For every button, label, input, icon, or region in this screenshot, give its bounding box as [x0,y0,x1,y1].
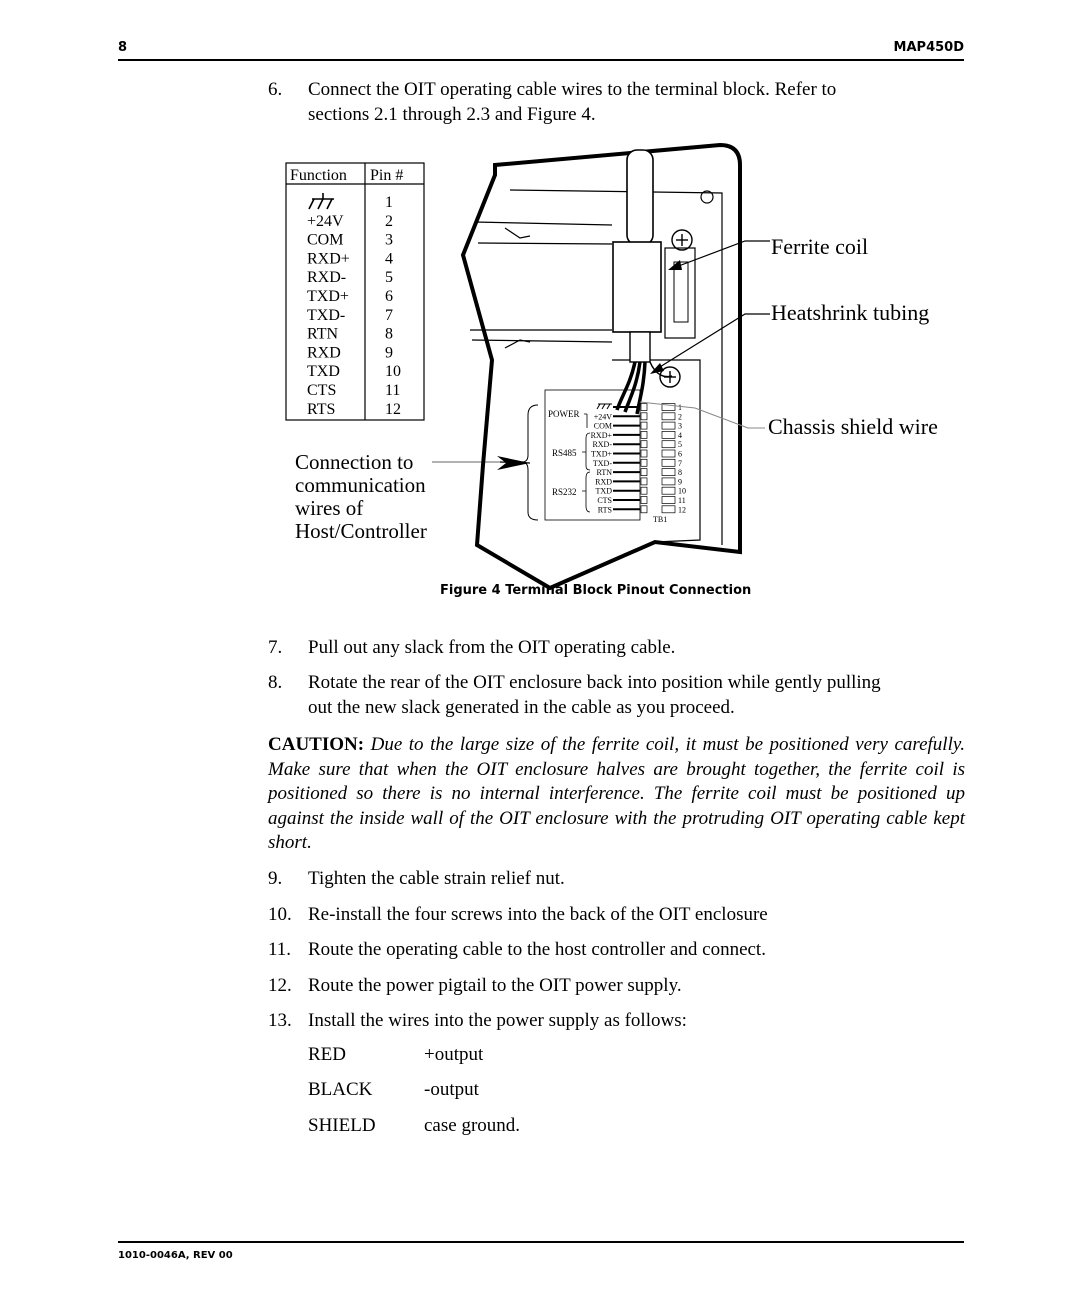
step-line: Install the wires into the power supply as follows: [308,1010,687,1031]
tb-pin-number: 6 [678,449,682,459]
tb-terminal [662,497,675,504]
step-line: Pull out any slack from the OIT operating cable. [308,637,676,658]
tb-screw-slot [641,413,647,420]
step-number: 6. [268,79,283,100]
step-line: Re-install the four screws into the back of the OIT enclosure [308,904,768,925]
table-cell-function: RXD [307,344,341,362]
table-cell-function: TXD- [307,306,346,324]
heatshrink-callout [650,300,929,374]
shield-callout [640,402,938,439]
caution-paragraph: CAUTION: Due to the large size of the ferrite coil, it must be positioned very carefully. Make sure that when the OIT enclosure halves are brought together, the ferrite coil is positioned so there is no internal interference. The ferrite coil must be positioned up against the inside wall of the OIT enclosure with the protruding OIT operating cable kept short. [268,734,965,853]
ferrite-label: Ferrite coil [771,234,869,259]
terminal-block-tb1 [548,403,686,524]
table-cell-pin: 6 [385,288,393,305]
tb-group-power: POWER [548,409,580,419]
step-line: Rotate the rear of the OIT enclosure back into position while gently pulling [308,672,881,693]
heatshrink-label: Heatshrink tubing [771,300,930,325]
footer-rule [118,1241,964,1243]
step-7 [268,635,968,660]
step-9 [268,866,968,891]
ferrite-callout [668,234,868,270]
tb-pin-number: 4 [678,430,682,440]
page-number: 8 [118,40,128,55]
tb-terminal [662,459,675,466]
tb-pin-number: 1 [678,403,682,412]
step-11 [268,937,968,962]
step-line: Tighten the cable strain relief nut. [308,868,565,889]
tb-signal-label: RXD- [592,440,612,450]
caution-text: Due to the large size of the ferrite coil, it must be positioned very carefully. Make sure that when the OIT enclosure halves are brought together, the ferrite coil is positioned so there is no internal interference. The ferrite coil must be positioned up against the inside wall of the OIT enclosure with the protruding OIT operating cable kept short. [268,734,965,853]
tb-terminal [662,469,675,476]
tb-signal-label: RTS [597,505,612,515]
table-header-function: Function [290,167,347,184]
table-cell-pin: 8 [385,325,393,343]
tb-terminal [662,506,675,513]
table-cell-pin: 12 [385,400,401,418]
table-cell-pin: 5 [385,269,393,287]
tb-screw-slot [641,441,647,448]
table-cell-function: TXD+ [307,288,349,305]
step-number: 7. [268,637,283,658]
tb-signal-label: +24V [593,412,612,422]
cable-assembly [613,150,672,414]
step-number: 12. [268,975,292,996]
table-cell-function: RXD+ [307,250,350,268]
table-cell-pin: 7 [385,306,393,324]
tb-terminal [662,450,675,457]
table-cell-pin: 2 [385,212,393,230]
tb-signal-label: RXD+ [590,430,612,440]
tb-pin-number: 12 [678,505,686,515]
tb-pin-number: 11 [678,496,686,505]
tb-terminal [662,487,675,494]
step-12 [268,973,968,998]
step-number: 9. [268,868,283,889]
tb-label: TB1 [653,515,668,524]
tb-group-rs232: RS232 [552,487,577,497]
tb-group-rs485: RS485 [552,448,577,458]
connection-line: Connection to [295,450,414,474]
table-cell-pin: 1 [385,194,393,211]
step-8 [268,670,968,720]
tb-signal-label: TXD [595,486,612,496]
tb-signal-label: COM [593,421,612,431]
tb-screw-slot [641,431,647,438]
tb-screw-slot [641,497,647,504]
tb-screw-slot [641,450,647,457]
connection-callout [295,450,530,543]
tb-screw-slot [641,422,647,429]
ferrite-coil [613,242,661,332]
oit-enclosure [463,145,740,588]
tb-pin-number: 7 [678,458,682,468]
table-header-pin: Pin # [370,167,404,184]
tb-pin-number: 2 [678,412,682,422]
tb-pin-number: 3 [678,421,682,431]
tb-pin-number: 10 [678,486,686,496]
table-cell-pin: 11 [385,382,401,399]
table-cell-function: CTS [307,382,337,399]
tb-pin-number: 5 [678,440,682,450]
tb-screw-slot [641,487,647,494]
step-line: sections 2.1 through 2.3 and Figure 4. [308,104,596,125]
wire-color: SHIELD [308,1115,376,1136]
step-number: 13. [268,1010,292,1031]
step-number: 10. [268,904,292,925]
wire-meaning: +output [424,1044,484,1065]
connection-line: communication [295,473,426,497]
tb-signal-label: RTN [596,468,612,478]
table-cell-pin: 9 [385,344,393,362]
tb-screw-slot [641,478,647,485]
step-number: 8. [268,672,283,693]
connection-line: Host/Controller [295,519,427,543]
step-line: Route the power pigtail to the OIT power supply. [308,975,682,996]
terminal-block-figure [0,0,1080,600]
wire-meaning: -output [424,1079,479,1100]
tb-screw-slot [641,506,647,513]
pinout-table [286,163,424,420]
figure-caption: Figure 4 Terminal Block Pinout Connection [440,583,752,598]
table-cell-function: TXD [307,363,340,381]
table-cell-pin: 3 [385,231,393,249]
tb-terminal [662,441,675,448]
chassis-ground-icon [597,404,612,409]
document-number: 1010-0046A, REV 00 [118,1250,233,1261]
tb-screw-slot [641,469,647,476]
table-cell-function: RTN [307,325,339,343]
wire-color: RED [308,1044,346,1065]
tb-signal-label: TXD+ [591,449,612,459]
tb-signal-label: RXD [595,477,612,487]
tb-terminal [662,431,675,438]
chassis-ground-icon [309,193,334,209]
tb-terminal [662,478,675,485]
wire-meaning: case ground. [424,1115,521,1136]
tb-screw-slot [641,404,647,411]
tb-signal-label: TXD- [592,458,612,468]
tb-terminal [662,413,675,420]
tb-terminal [662,422,675,429]
step-line: out the new slack generated in the cable as you proceed. [308,697,735,718]
tb-signal-label: CTS [597,496,612,505]
step-line: Connect the OIT operating cable wires to the terminal block. Refer to [308,79,837,100]
tb-pin-number: 9 [678,477,682,487]
table-cell-function: RTS [307,400,336,418]
wire-color: BLACK [308,1079,373,1100]
tb-screw-slot [641,459,647,466]
table-cell-function: +24V [307,212,344,230]
shield-label: Chassis shield wire [768,414,938,439]
connection-line: wires of [295,496,364,520]
step-line: Route the operating cable to the host controller and connect. [308,939,766,960]
table-cell-function: COM [307,231,344,249]
table-cell-pin: 10 [385,363,401,381]
tb-pin-number: 8 [678,468,682,478]
step-13 [268,1008,968,1033]
document-title: MAP450D [893,40,964,55]
table-cell-pin: 4 [385,250,393,268]
screw-icon [672,230,692,250]
heatshrink-tubing [630,332,650,362]
table-cell-function: RXD- [307,269,347,287]
caution-label: CAUTION [268,734,358,755]
step-number: 11. [268,939,292,960]
step-10 [268,902,968,927]
